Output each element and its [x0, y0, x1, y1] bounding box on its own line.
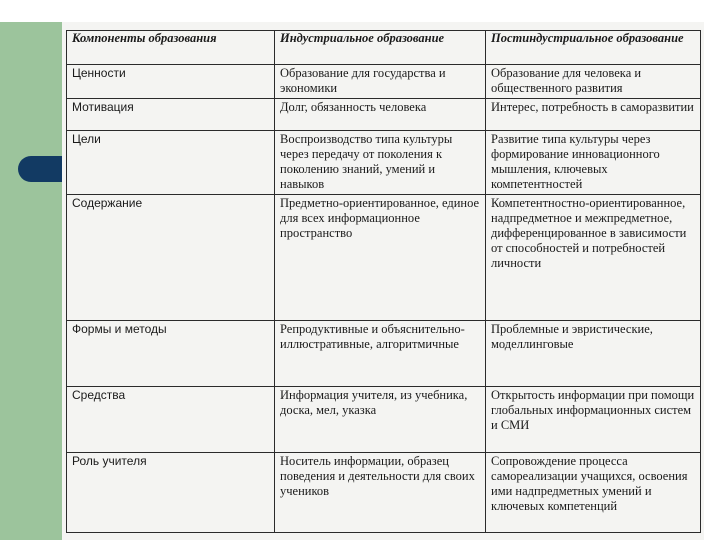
header-postindustrial: Постиндустриальное образование — [486, 31, 701, 65]
row-component: Содержание — [67, 195, 275, 321]
row-industrial: Репродуктивные и объяснительно-иллюстративные, алгоритмичные — [275, 321, 486, 387]
row-postindustrial: Компетентностно-ориентированное, надпредметное и межпредметное, дифференцированное в зависимости от способностей и потребностей личности — [486, 195, 701, 321]
row-industrial: Информация учителя, из учебника, доска, мел, указка — [275, 387, 486, 453]
table-row — [67, 65, 701, 99]
row-postindustrial: Проблемные и эвристические, моделлинговые — [486, 321, 701, 387]
row-postindustrial: Образование для человека и общественного развития — [486, 65, 701, 99]
table-row — [67, 131, 701, 195]
table-row — [67, 321, 701, 387]
row-industrial: Воспроизводство типа культуры через передачу от поколения к поколению знаний, умений и навыков — [275, 131, 486, 195]
table-row — [67, 195, 701, 321]
row-postindustrial: Сопровождение процесса самореализации учащихся, освоения ими надпредметных умений и ключевых компетенций — [486, 453, 701, 533]
row-postindustrial: Открытость информации при помощи глобальных информационных систем и СМИ — [486, 387, 701, 453]
table-row — [67, 387, 701, 453]
row-component: Формы и методы — [67, 321, 275, 387]
scanned-table-sheet — [62, 22, 704, 540]
row-industrial: Носитель информации, образец поведения и деятельности для своих учеников — [275, 453, 486, 533]
row-postindustrial: Интерес, потребность в саморазвитии — [486, 99, 701, 131]
row-component: Ценности — [67, 65, 275, 99]
row-component: Роль учителя — [67, 453, 275, 533]
top-margin — [0, 0, 720, 22]
education-comparison-table — [66, 30, 701, 533]
row-industrial: Предметно-ориентированное, единое для всех информационное пространство — [275, 195, 486, 321]
table-header-row — [67, 31, 701, 65]
table-row — [67, 453, 701, 533]
row-industrial: Долг, обязанность человека — [275, 99, 486, 131]
header-components: Компоненты образования — [67, 31, 275, 65]
row-component: Цели — [67, 131, 275, 195]
row-component: Средства — [67, 387, 275, 453]
row-postindustrial: Развитие типа культуры через формирование инновационного мышления, ключевых компетентностей — [486, 131, 701, 195]
table-row — [67, 99, 701, 131]
row-component: Мотивация — [67, 99, 275, 131]
header-industrial: Индустриальное образование — [275, 31, 486, 65]
row-industrial: Образование для государства и экономики — [275, 65, 486, 99]
